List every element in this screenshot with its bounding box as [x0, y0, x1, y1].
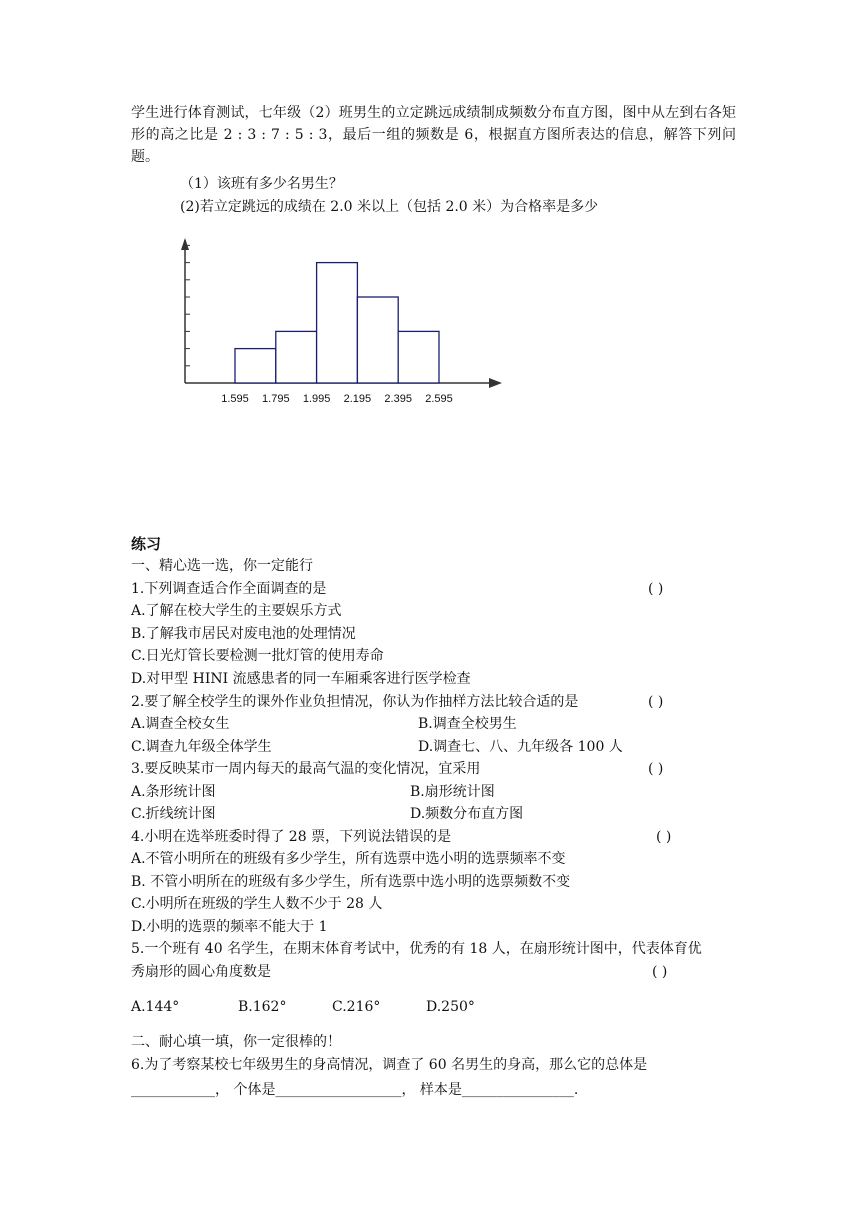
q2-option-d[interactable]: D.调查七、八、九年级各 100 人 [418, 739, 623, 755]
q4-option-c[interactable]: C.小明所在班级的学生人数不少于 28 人 [131, 896, 383, 912]
q2-answer-paren[interactable]: ( ) [648, 694, 664, 710]
q2-option-a[interactable]: A.调查全校女生 [131, 716, 230, 732]
section-2-heading: 二、耐心填一填，你一定很棒的！ [131, 1034, 341, 1050]
q3-option-a[interactable]: A.条形统计图 [131, 784, 216, 800]
q5-answer-paren[interactable]: ( ) [652, 964, 668, 980]
q5-option-d[interactable]: D.250° [426, 999, 475, 1015]
q1-option-c[interactable]: C.日光灯管长要检测一批灯管的使用寿命 [131, 648, 384, 664]
q2-stem: 2.要了解全校学生的课外作业负担情况，你认为作抽样方法比较合适的是 [131, 694, 579, 710]
q4-answer-paren[interactable]: ( ) [656, 829, 672, 845]
q1-option-a[interactable]: A.了解在校大学生的主要娱乐方式 [131, 603, 342, 619]
q3-stem: 3.要反映某市一周内每天的最高气温的变化情况，宜采用 [131, 761, 481, 777]
histogram-bars [235, 263, 439, 383]
q6-line-2[interactable]: ____________， 个体是__________________， 样本是________________. [131, 1082, 579, 1098]
x-tick-label-5: 2.395 [384, 393, 412, 405]
q3-option-b[interactable]: B.扇形统计图 [410, 784, 495, 800]
x-tick-label-4: 2.195 [343, 393, 372, 405]
q1-answer-paren[interactable]: ( ) [648, 581, 664, 597]
q2-option-c[interactable]: C.调查九年级全体学生 [131, 739, 272, 755]
problem-question-1: （1）该班有多少名男生？ [180, 176, 343, 192]
q3-option-d[interactable]: D.频数分布直方图 [410, 806, 524, 822]
x-axis-arrow [489, 378, 502, 388]
x-tick-label-1: 1.595 [221, 393, 249, 405]
q1-stem: 1.下列调查适合作全面调查的是 [131, 581, 327, 597]
problem-question-2: (2)若立定跳远的成绩在 2.0 米以上（包括 2.0 米）为合格率是多少 [180, 199, 599, 215]
q1-option-b[interactable]: B.了解我市居民对废电池的处理情况 [131, 626, 356, 642]
practice-heading: 练习 [131, 535, 162, 553]
q5-stem-line-1: 5.一个班有 40 名学生，在期末体育考试中，优秀的有 18 人，在扇形统计图中，代表体育优 [131, 941, 702, 957]
x-tick-labels [221, 393, 453, 405]
q4-option-d[interactable]: D.小明的选票的频率不能大于 1 [131, 919, 328, 935]
x-tick-label-2: 1.795 [262, 393, 290, 405]
q4-stem: 4.小明在选举班委时得了 28 票，下列说法错误的是 [131, 829, 452, 845]
section-1-heading: 一、精心选一选，你一定能行 [131, 558, 313, 574]
q3-option-c[interactable]: C.折线统计图 [131, 806, 216, 822]
x-tick-label-6: 2.595 [425, 393, 453, 405]
q6-line-1: 6.为了考察某校七年级男生的身高情况，调查了 60 名男生的身高，那么它的总体是 [131, 1057, 648, 1073]
problem-intro: 学生进行体育测试，七年级（2）班男生的立定跳远成绩制成频数分布直方图，图中从左到右各矩形的高之比是 2 : 3 : 7 : 5 : 3，最后一组的频数是 6，根据直方图所表达的信息，解答下列问题。 [131, 105, 736, 165]
histogram-bar-1 [235, 349, 276, 383]
y-axis-arrow [181, 238, 189, 250]
q1-option-d[interactable]: D.对甲型 HINI 流感患者的同一车厢乘客进行医学检查 [131, 671, 471, 687]
q5-option-b[interactable]: B.162° [238, 999, 287, 1015]
q2-option-b[interactable]: B.调查全校男生 [418, 716, 517, 732]
histogram-bar-3 [317, 263, 358, 383]
histogram-bar-5 [398, 331, 439, 383]
x-tick-label-3: 1.995 [302, 393, 331, 405]
q4-option-b[interactable]: B. 不管小明所在的班级有多少学生，所有选票中选小明的选票频数不变 [131, 874, 571, 890]
q5-stem-line-2: 秀扇形的圆心角度数是 [131, 964, 271, 980]
histogram-bar-2 [276, 331, 317, 383]
frequency-histogram [0, 0, 860, 430]
q5-option-c[interactable]: C.216° [332, 999, 381, 1015]
histogram-bar-4 [357, 297, 398, 383]
q4-option-a[interactable]: A.不管小明所在的班级有多少学生，所有选票中选小明的选票频率不变 [131, 851, 566, 867]
q3-answer-paren[interactable]: ( ) [648, 761, 664, 777]
q5-option-a[interactable]: A.144° [131, 999, 180, 1015]
